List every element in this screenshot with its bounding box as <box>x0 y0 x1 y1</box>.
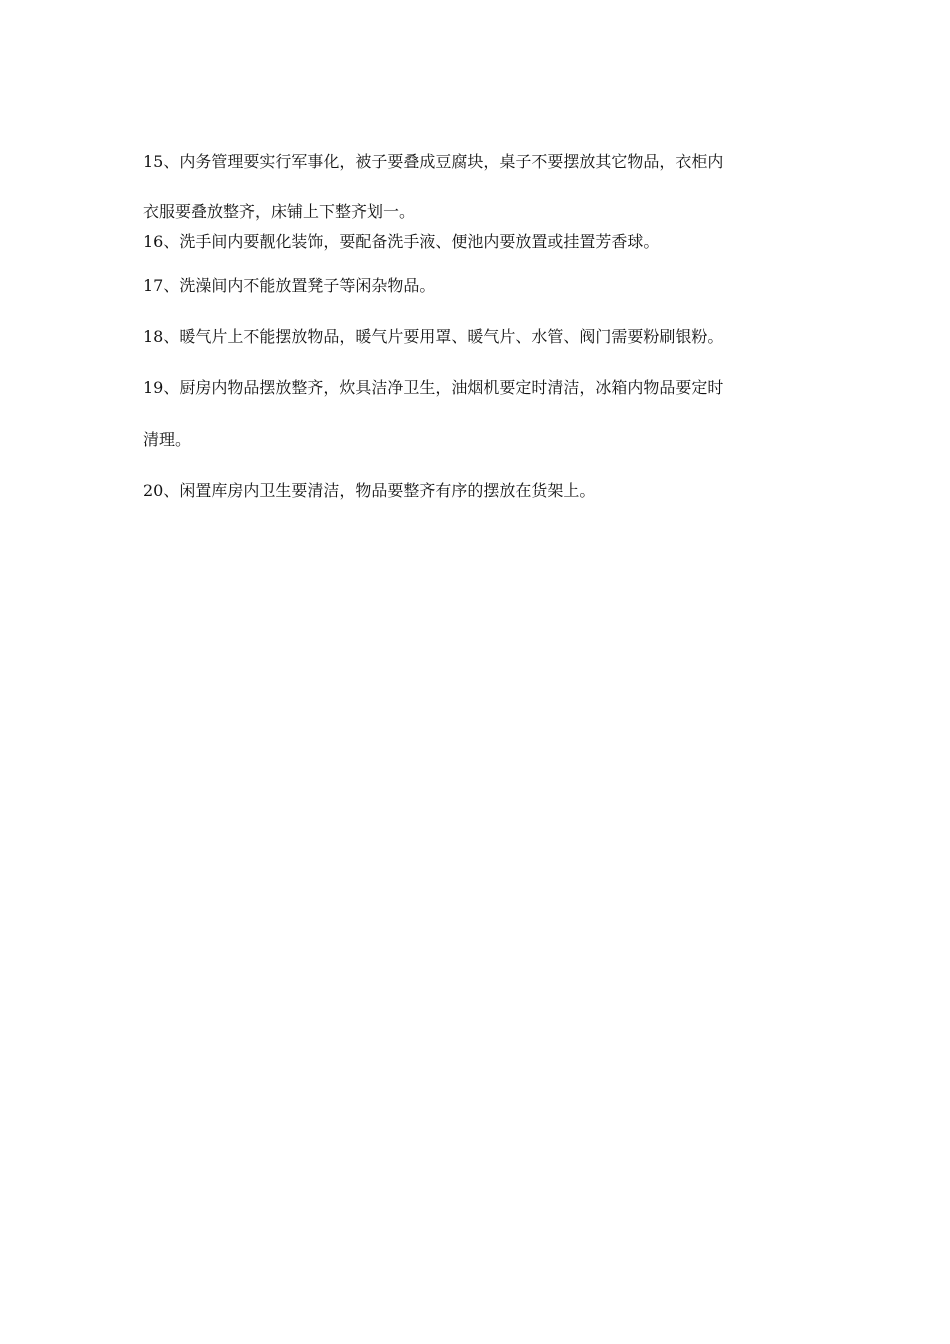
item-18-line-1: 18、暖气片上不能摆放物品，暖气片要用罩、暖气片、水管、阀门需要粉刷银粉。 <box>143 327 724 346</box>
item-15-line-1: 15、内务管理要实行军事化，被子要叠成豆腐块，桌子不要摆放其它物品，衣柜内 <box>143 152 724 171</box>
item-17-line-1: 17、洗澡间内不能放置凳子等闲杂物品。 <box>143 276 436 295</box>
item-15-line-2: 衣服要叠放整齐，床铺上下整齐划一。 <box>143 202 416 221</box>
item-19-line-2: 清理。 <box>143 430 192 449</box>
item-19-line-1: 19、厨房内物品摆放整齐，炊具洁净卫生，油烟机要定时清洁，冰箱内物品要定时 <box>143 378 724 397</box>
item-16-line-1: 16、洗手间内要靓化装饰，要配备洗手液、便池内要放置或挂置芳香球。 <box>143 232 660 251</box>
item-20-line-1: 20、闲置库房内卫生要清洁，物品要整齐有序的摆放在货架上。 <box>143 481 596 500</box>
